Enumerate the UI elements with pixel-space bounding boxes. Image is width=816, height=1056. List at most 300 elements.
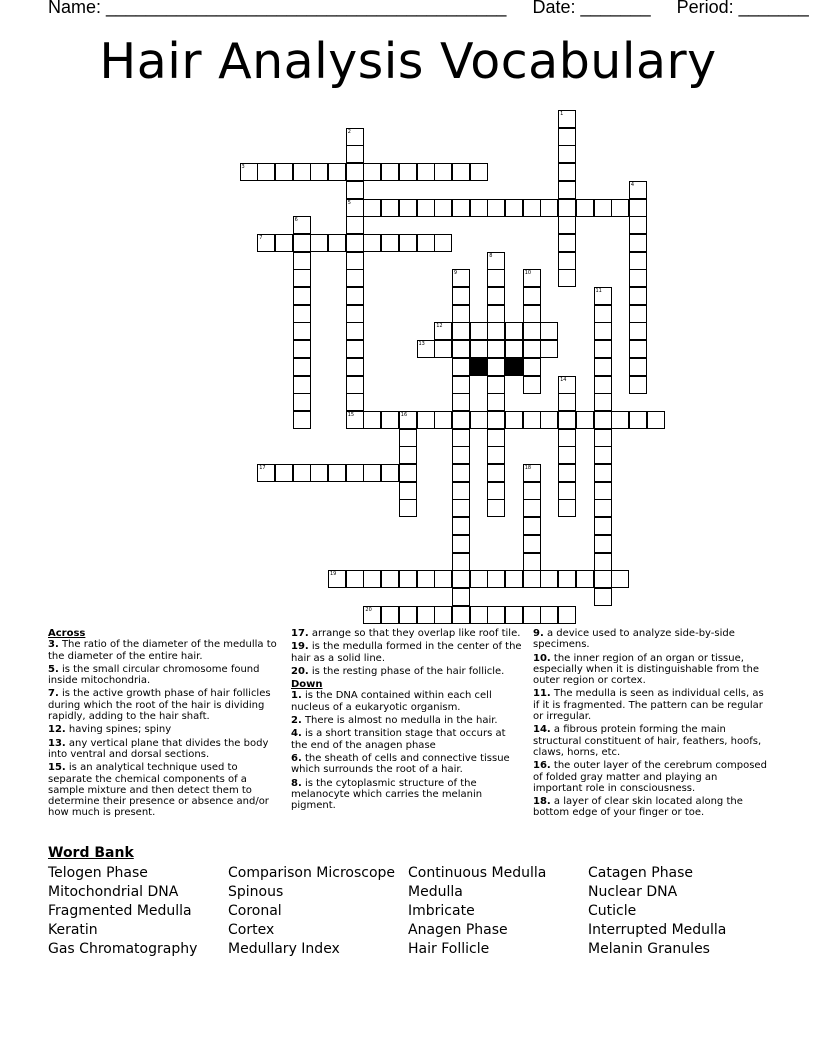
crossword-cell[interactable] (452, 305, 470, 323)
crossword-cell[interactable] (594, 553, 612, 571)
crossword-cell[interactable] (417, 606, 435, 624)
crossword-cell[interactable] (346, 269, 364, 287)
crossword-cell[interactable] (523, 411, 541, 429)
crossword-cell[interactable] (540, 411, 558, 429)
crossword-cell[interactable] (594, 588, 612, 606)
crossword-cell[interactable] (576, 570, 594, 588)
crossword-cell[interactable] (594, 305, 612, 323)
crossword-cell[interactable] (293, 216, 311, 234)
clue-item (48, 762, 280, 818)
crossword-cell[interactable] (293, 340, 311, 358)
crossword-cell[interactable] (381, 163, 399, 181)
crossword-cell[interactable] (328, 464, 346, 482)
crossword-black-cell (470, 358, 488, 376)
word-bank-item: Cortex (228, 922, 275, 938)
crossword-cell[interactable] (594, 517, 612, 535)
crossword-cell[interactable] (470, 340, 488, 358)
crossword-cell[interactable] (523, 535, 541, 553)
clue-text: is an analytical technique used to separate the chemical components of a sample mixture and then detect them to determine their presence or absence and/or how much is present. (48, 762, 269, 819)
crossword-cell[interactable] (558, 499, 576, 517)
crossword-cell[interactable] (452, 199, 470, 217)
crossword-cell[interactable] (558, 216, 576, 234)
crossword-cell[interactable] (629, 287, 647, 305)
crossword-cell[interactable] (558, 181, 576, 199)
clue-number-label: 3. (48, 639, 59, 651)
crossword-cell[interactable] (611, 199, 629, 217)
crossword-cell[interactable] (594, 570, 612, 588)
crossword-cell[interactable] (293, 393, 311, 411)
crossword-cell[interactable] (523, 269, 541, 287)
clue-item (48, 639, 280, 662)
word-bank-item: Comparison Microscope (228, 865, 396, 881)
crossword-cell[interactable] (505, 606, 523, 624)
crossword-cell[interactable] (470, 199, 488, 217)
crossword-cell[interactable] (399, 446, 417, 464)
crossword-cell[interactable] (346, 252, 364, 270)
crossword-cell[interactable] (434, 570, 452, 588)
crossword-cell[interactable] (293, 376, 311, 394)
crossword-cell[interactable] (346, 199, 364, 217)
crossword-cell[interactable] (452, 429, 470, 447)
crossword-cell[interactable] (611, 570, 629, 588)
crossword-cell[interactable] (594, 535, 612, 553)
crossword-cell[interactable] (346, 163, 364, 181)
clue-item (291, 778, 523, 812)
crossword-cell[interactable] (363, 464, 381, 482)
clue-number: 9 (453, 270, 458, 277)
word-bank-item: Imbricate (408, 903, 475, 919)
crossword-cell[interactable] (275, 234, 293, 252)
crossword-cell[interactable] (293, 252, 311, 270)
clue-number-label: 18. (533, 796, 551, 808)
crossword-cell[interactable] (363, 199, 381, 217)
crossword-cell[interactable] (363, 606, 381, 624)
crossword-cell[interactable] (594, 393, 612, 411)
crossword-cell[interactable] (505, 199, 523, 217)
clue-number-label: 4. (291, 728, 302, 740)
crossword-cell[interactable] (594, 322, 612, 340)
crossword-cell[interactable] (558, 234, 576, 252)
clue-number-label: 16. (533, 760, 551, 772)
crossword-cell[interactable] (523, 464, 541, 482)
crossword-cell[interactable] (647, 411, 665, 429)
clue-number-label: 1. (291, 690, 302, 702)
crossword-cell[interactable] (629, 199, 647, 217)
crossword-cell[interactable] (328, 163, 346, 181)
crossword-cell[interactable] (452, 464, 470, 482)
name-field-label[interactable]: Name: ________________________________________ (48, 0, 507, 17)
clue-number: 8 (489, 252, 493, 259)
crossword-cell[interactable] (594, 464, 612, 482)
crossword-cell[interactable] (310, 464, 328, 482)
crossword-cell[interactable] (470, 322, 488, 340)
crossword-cell[interactable] (452, 499, 470, 517)
crossword-cell[interactable] (594, 446, 612, 464)
crossword-cell[interactable] (452, 553, 470, 571)
crossword-cell[interactable] (417, 570, 435, 588)
crossword-cell[interactable] (558, 429, 576, 447)
word-bank-item: Catagen Phase (588, 865, 694, 881)
crossword-cell[interactable] (470, 411, 488, 429)
clue-number-label: 9. (533, 628, 544, 639)
clue-item (533, 724, 768, 758)
crossword-cell[interactable] (346, 358, 364, 376)
crossword-cell[interactable] (363, 411, 381, 429)
clue-number: 2 (347, 128, 351, 135)
clue-number-label: 15. (48, 762, 66, 774)
crossword-cell[interactable] (487, 376, 505, 394)
crossword-cell[interactable] (487, 570, 505, 588)
crossword-cell[interactable] (293, 411, 311, 429)
crossword-cell[interactable] (346, 393, 364, 411)
clue-number-label: 7. (48, 688, 59, 700)
crossword-cell[interactable] (381, 234, 399, 252)
clue-item (291, 753, 523, 776)
crossword-cell[interactable] (452, 606, 470, 624)
crossword-cell[interactable] (452, 376, 470, 394)
clue-number-label: 12. (48, 724, 66, 736)
crossword-cell[interactable] (328, 570, 346, 588)
crossword-cell[interactable] (346, 181, 364, 199)
clue-text: is the DNA contained within each cell nucleus of a eukaryotic organism. (291, 690, 492, 713)
clue-number-label: 5. (48, 663, 59, 675)
crossword-cell[interactable] (452, 482, 470, 500)
crossword-cell[interactable] (558, 393, 576, 411)
crossword-cell[interactable] (470, 163, 488, 181)
clue-number: 19 (330, 571, 337, 578)
crossword-cell[interactable] (523, 358, 541, 376)
crossword-cell[interactable] (452, 411, 470, 429)
crossword-cell[interactable] (452, 517, 470, 535)
word-bank-item: Nuclear DNA (588, 884, 678, 900)
crossword-cell[interactable] (558, 110, 576, 128)
clue-number: 10 (524, 270, 532, 277)
crossword-cell[interactable] (558, 145, 576, 163)
crossword-cell[interactable] (417, 199, 435, 217)
crossword-cell[interactable] (523, 322, 541, 340)
word-bank-item: Medulla (408, 884, 463, 900)
clue-section-heading: Down (291, 679, 323, 691)
crossword-cell[interactable] (487, 411, 505, 429)
clue-item (533, 653, 768, 687)
clue-text: the inner region of an organ or tissue, especially when it is distinguishable from the outer region or cortex. (533, 652, 759, 687)
crossword-cell[interactable] (381, 570, 399, 588)
clue-item (291, 641, 523, 664)
crossword-cell[interactable] (257, 163, 275, 181)
crossword-cell[interactable] (487, 429, 505, 447)
crossword-cell[interactable] (558, 269, 576, 287)
crossword-cell[interactable] (417, 340, 435, 358)
crossword-cell[interactable] (487, 340, 505, 358)
word-bank-item: Keratin (48, 922, 98, 938)
crossword-cell[interactable] (381, 464, 399, 482)
crossword-cell[interactable] (381, 199, 399, 217)
clue-column-2 (291, 628, 523, 813)
crossword-cell[interactable] (523, 376, 541, 394)
crossword-cell[interactable] (487, 322, 505, 340)
crossword-cell[interactable] (523, 517, 541, 535)
crossword-cell[interactable] (487, 358, 505, 376)
clue-number: 16 (400, 411, 408, 418)
crossword-cell[interactable] (257, 234, 275, 252)
clue-item (48, 688, 280, 722)
crossword-cell[interactable] (452, 535, 470, 553)
clue-number: 12 (436, 323, 443, 330)
crossword-cell[interactable] (487, 499, 505, 517)
crossword-cell[interactable] (399, 570, 417, 588)
crossword-cell[interactable] (629, 181, 647, 199)
crossword-cell[interactable] (523, 570, 541, 588)
clue-column-1 (48, 628, 280, 821)
word-bank-item: Telogen Phase (48, 865, 148, 881)
crossword-cell[interactable] (505, 411, 523, 429)
crossword-cell[interactable] (346, 305, 364, 323)
crossword-cell[interactable] (487, 393, 505, 411)
crossword-cell[interactable] (434, 163, 452, 181)
crossword-cell[interactable] (487, 464, 505, 482)
crossword-cell[interactable] (558, 446, 576, 464)
word-bank-item: Spinous (228, 884, 284, 900)
crossword-cell[interactable] (523, 287, 541, 305)
crossword-cell[interactable] (452, 358, 470, 376)
crossword-cell[interactable] (399, 482, 417, 500)
word-bank-item: Cuticle (588, 903, 637, 919)
crossword-cell[interactable] (452, 287, 470, 305)
crossword-cell[interactable] (381, 411, 399, 429)
period-field-label[interactable]: Period: _______ (676, 0, 809, 17)
crossword-cell[interactable] (293, 305, 311, 323)
crossword-cell[interactable] (594, 340, 612, 358)
crossword-cell[interactable] (240, 163, 258, 181)
crossword-cell[interactable] (487, 199, 505, 217)
crossword-cell[interactable] (346, 570, 364, 588)
crossword-cell[interactable] (594, 499, 612, 517)
crossword-cell[interactable] (540, 199, 558, 217)
clue-text: is a short transition stage that occurs at the end of the anagen phase (291, 728, 506, 751)
crossword-cell[interactable] (594, 482, 612, 500)
crossword-cell[interactable] (275, 163, 293, 181)
crossword-cell[interactable] (629, 340, 647, 358)
crossword-cell[interactable] (293, 322, 311, 340)
crossword-cell[interactable] (434, 411, 452, 429)
clue-item (48, 738, 280, 761)
crossword-cell[interactable] (487, 446, 505, 464)
crossword-cell[interactable] (346, 216, 364, 234)
crossword-cell[interactable] (434, 199, 452, 217)
crossword-cell[interactable] (363, 163, 381, 181)
clue-number-label: 20. (291, 665, 309, 677)
crossword-cell[interactable] (594, 376, 612, 394)
crossword-cell[interactable] (558, 163, 576, 181)
clue-number: 4 (630, 181, 635, 188)
crossword-cell[interactable] (434, 606, 452, 624)
crossword-cell[interactable] (487, 305, 505, 323)
crossword-cell[interactable] (487, 606, 505, 624)
crossword-cell[interactable] (434, 234, 452, 252)
crossword-cell[interactable] (346, 128, 364, 146)
crossword-cell[interactable] (558, 376, 576, 394)
clue-text: is the medulla formed in the center of the hair as a solid line. (291, 641, 522, 664)
crossword-cell[interactable] (558, 128, 576, 146)
crossword-cell[interactable] (399, 234, 417, 252)
crossword-cell[interactable] (417, 163, 435, 181)
clue-item (533, 628, 768, 651)
crossword-cell[interactable] (399, 499, 417, 517)
crossword-cell[interactable] (452, 322, 470, 340)
crossword-cell[interactable] (470, 606, 488, 624)
crossword-cell[interactable] (540, 340, 558, 358)
crossword-cell[interactable] (310, 234, 328, 252)
date-field-label[interactable]: Date: _______ (532, 0, 651, 17)
crossword-cell[interactable] (257, 464, 275, 482)
crossword-cell[interactable] (399, 163, 417, 181)
crossword-cell[interactable] (576, 199, 594, 217)
crossword-cell[interactable] (558, 606, 576, 624)
crossword-cell[interactable] (540, 606, 558, 624)
crossword-cell[interactable] (470, 570, 488, 588)
crossword-cell[interactable] (558, 252, 576, 270)
word-bank-item: Melanin Granules (588, 941, 710, 957)
clue-item (291, 628, 523, 639)
crossword-cell[interactable] (611, 411, 629, 429)
crossword-cell[interactable] (523, 199, 541, 217)
crossword-cell[interactable] (487, 482, 505, 500)
clue-number-label: 13. (48, 737, 66, 749)
crossword-cell[interactable] (629, 252, 647, 270)
crossword-cell[interactable] (629, 358, 647, 376)
clue-number: 6 (294, 217, 298, 224)
crossword-cell[interactable] (594, 358, 612, 376)
clue-number: 5 (347, 199, 351, 206)
crossword-cell[interactable] (505, 570, 523, 588)
clue-number-label: 2. (291, 715, 302, 727)
crossword-cell[interactable] (558, 570, 576, 588)
clue-text: having spines; spiny (68, 724, 172, 736)
crossword-cell[interactable] (452, 588, 470, 606)
crossword-cell[interactable] (399, 464, 417, 482)
clue-number: 14 (560, 376, 567, 383)
crossword-cell[interactable] (293, 269, 311, 287)
crossword-cell[interactable] (346, 287, 364, 305)
crossword-cell[interactable] (505, 340, 523, 358)
word-bank-item: Anagen Phase (408, 922, 508, 938)
crossword-cell[interactable] (629, 305, 647, 323)
crossword-cell[interactable] (293, 234, 311, 252)
crossword-cell[interactable] (523, 482, 541, 500)
crossword-cell[interactable] (293, 287, 311, 305)
crossword-cell[interactable] (629, 234, 647, 252)
crossword-black-cell (505, 358, 523, 376)
crossword-cell[interactable] (523, 553, 541, 571)
crossword-cell[interactable] (417, 411, 435, 429)
crossword-cell[interactable] (629, 216, 647, 234)
crossword-cell[interactable] (576, 411, 594, 429)
clue-text: a device used to analyze side-by-side specimens. (533, 628, 735, 651)
crossword-cell[interactable] (487, 269, 505, 287)
crossword-cell[interactable] (523, 340, 541, 358)
clue-text: is the active growth phase of hair follicles during which the root of the hair is dividing rapidly, adding to the hair shaft. (48, 688, 271, 723)
crossword-cell[interactable] (594, 429, 612, 447)
clue-number: 18 (524, 465, 532, 471)
crossword-cell[interactable] (293, 464, 311, 482)
clue-number-label: 14. (533, 724, 551, 736)
crossword-cell[interactable] (505, 322, 523, 340)
crossword-cell[interactable] (310, 163, 328, 181)
crossword-cell[interactable] (346, 145, 364, 163)
crossword-cell[interactable] (399, 199, 417, 217)
crossword-cell[interactable] (381, 606, 399, 624)
crossword-cell[interactable] (558, 199, 576, 217)
crossword-cell[interactable] (399, 606, 417, 624)
clue-item (533, 688, 768, 722)
crossword-cell[interactable] (434, 340, 452, 358)
clue-number: 20 (365, 606, 372, 613)
crossword-cell[interactable] (594, 199, 612, 217)
crossword-cell[interactable] (540, 322, 558, 340)
clue-text: is the small circular chromosome found inside mitochondria. (48, 663, 260, 687)
crossword-cell[interactable] (328, 234, 346, 252)
crossword-cell[interactable] (558, 411, 576, 429)
crossword-cell[interactable] (346, 464, 364, 482)
crossword-cell[interactable] (629, 269, 647, 287)
crossword-cell[interactable] (558, 482, 576, 500)
clue-number: 13 (418, 341, 425, 348)
crossword-cell[interactable] (293, 358, 311, 376)
crossword-cell[interactable] (452, 570, 470, 588)
clue-text: a fibrous protein forming the main structural constituent of hair, feathers, hoofs, claws, horns, etc. (533, 724, 762, 758)
crossword-cell[interactable] (399, 429, 417, 447)
crossword-cell[interactable] (434, 322, 452, 340)
crossword-cell[interactable] (452, 340, 470, 358)
crossword-cell[interactable] (523, 499, 541, 517)
crossword-cell[interactable] (594, 287, 612, 305)
crossword-cell[interactable] (594, 411, 612, 429)
clue-text: arrange so that they overlap like roof tile. (311, 628, 521, 639)
crossword-cell[interactable] (346, 322, 364, 340)
crossword-cell[interactable] (452, 446, 470, 464)
crossword-cell[interactable] (540, 570, 558, 588)
clue-column-3 (533, 628, 768, 821)
crossword-cell[interactable] (452, 269, 470, 287)
clue-text: the outer layer of the cerebrum composed of folded gray matter and playing an important role in consciousness. (533, 760, 767, 794)
crossword-cell[interactable] (629, 376, 647, 394)
crossword-cell[interactable] (399, 411, 417, 429)
crossword-cell[interactable] (487, 287, 505, 305)
crossword-cell[interactable] (346, 411, 364, 429)
clue-item (533, 760, 768, 794)
crossword-cell[interactable] (487, 252, 505, 270)
crossword-cell[interactable] (629, 322, 647, 340)
crossword-cell[interactable] (452, 163, 470, 181)
clue-number: 17 (259, 465, 266, 471)
clue-text: is the resting phase of the hair follicle. (311, 665, 505, 677)
crossword-cell[interactable] (523, 606, 541, 624)
crossword-cell[interactable] (346, 376, 364, 394)
word-bank-title: Word Bank (48, 845, 134, 861)
crossword-cell[interactable] (346, 340, 364, 358)
crossword-cell[interactable] (452, 393, 470, 411)
crossword-cell[interactable] (363, 570, 381, 588)
crossword-cell[interactable] (293, 163, 311, 181)
word-bank-item: Mitochondrial DNA (48, 884, 179, 900)
crossword-cell[interactable] (346, 234, 364, 252)
crossword-cell[interactable] (629, 411, 647, 429)
crossword-cell[interactable] (275, 464, 293, 482)
crossword-cell[interactable] (363, 234, 381, 252)
crossword-cell[interactable] (417, 234, 435, 252)
crossword-cell[interactable] (523, 305, 541, 323)
crossword-cell[interactable] (558, 464, 576, 482)
